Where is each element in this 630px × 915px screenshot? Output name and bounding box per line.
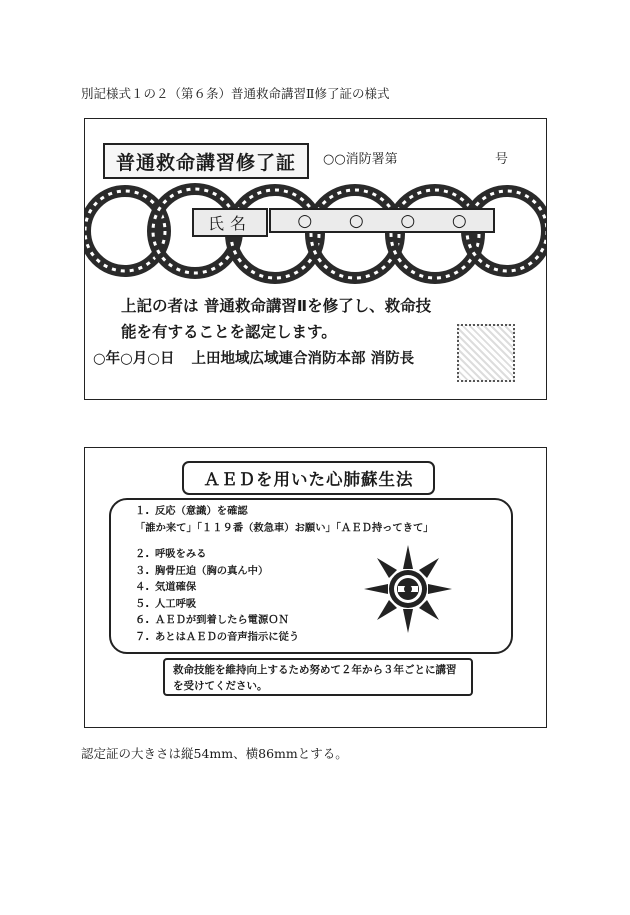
- name-char: ○: [297, 210, 313, 231]
- certification-line-1: 上記の者は 普通救命講習Ⅱを修了し、救命技: [121, 297, 432, 315]
- name-char: ○: [451, 210, 467, 231]
- step-item: 「誰か来て」「１１９番（救急車）お願い」「ＡＥＤ持ってきて」: [135, 521, 434, 534]
- step-item: ４. 気道確保: [135, 581, 197, 593]
- page-header: 別記様式１の２（第６条）普通救命講習Ⅱ修了証の様式: [81, 86, 390, 101]
- issue-line: [93, 347, 426, 368]
- certificate-title: 普通救命講習修了証: [103, 143, 309, 179]
- aed-title: ＡＥＤを用いた心肺蘇生法: [182, 461, 435, 495]
- renewal-notice: 救命技能を維持向上するため努めて２年から３年ごとに講習を受けてください。: [163, 658, 473, 696]
- issue-date: ○年○月○日: [93, 351, 175, 367]
- official-seal: [457, 324, 515, 382]
- certificate-number-suffix: 号: [495, 152, 509, 167]
- certification-text: [121, 293, 501, 345]
- step-item: ３. 胸骨圧迫（胸の真ん中）: [135, 564, 269, 577]
- step-item: ２. 呼吸をみる: [135, 548, 207, 560]
- certificate-back: [84, 447, 547, 728]
- step-item: ７. あとはＡＥＤの音声指示に従う: [135, 630, 300, 643]
- step-item: １. 反応（意識）を確認: [135, 505, 248, 517]
- name-label: 氏名: [192, 208, 268, 237]
- issuer: 上田地域広域連合消防本部 消防長: [191, 351, 415, 367]
- certificate-front: [84, 118, 547, 400]
- name-char: ○: [348, 210, 364, 231]
- name-value: [269, 208, 495, 233]
- certification-line-2: 能を有することを認定します。: [121, 323, 337, 341]
- certificate-number-prefix: ○○消防署第: [323, 152, 398, 167]
- fire-department-emblem-icon: [364, 545, 452, 633]
- page-footer: 認定証の大きさは縦54mm、横86mmとする。: [81, 746, 348, 761]
- step-item: ５. 人工呼吸: [135, 597, 197, 610]
- name-char: ○: [400, 210, 416, 231]
- step-item: ６. ＡＥＤが到着したら電源ＯＮ: [135, 614, 289, 626]
